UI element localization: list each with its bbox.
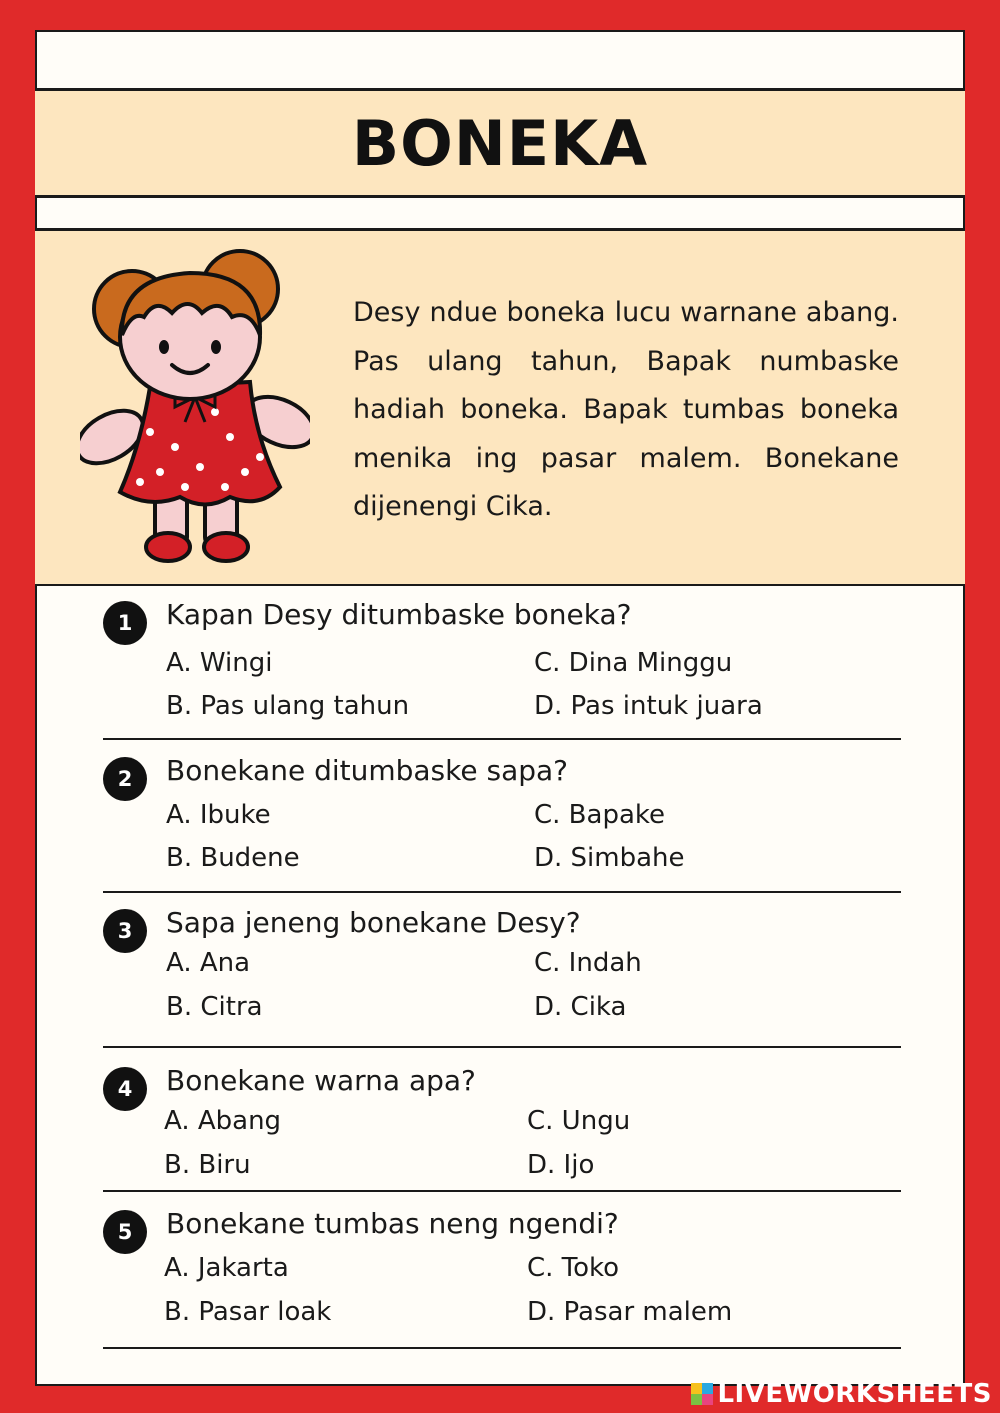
option-d[interactable]: D. Pas intuk juara	[534, 691, 763, 721]
option-a[interactable]: A. Jakarta	[164, 1253, 289, 1283]
question-number-badge: 2	[103, 757, 147, 801]
option-c[interactable]: C. Bapake	[534, 800, 666, 830]
liveworksheets-watermark	[691, 1379, 992, 1409]
story-section	[35, 228, 965, 586]
liveworksheets-logo-icon	[691, 1383, 713, 1405]
option-d[interactable]: D. Cika	[534, 992, 627, 1022]
question-text: Kapan Desy ditumbaske boneka?	[166, 598, 632, 631]
option-b[interactable]: B. Citra	[166, 992, 263, 1022]
divider	[103, 1046, 901, 1048]
question-number-badge: 3	[103, 909, 147, 953]
option-a[interactable]: A. Abang	[164, 1106, 282, 1136]
title-band	[35, 88, 965, 198]
divider	[103, 1190, 901, 1192]
question-text: Bonekane ditumbaske sapa?	[166, 754, 569, 787]
watermark-text: LIVEWORKSHEETS	[717, 1379, 992, 1409]
option-c[interactable]: C. Indah	[534, 948, 642, 978]
divider	[103, 738, 901, 740]
option-a[interactable]: A. Wingi	[166, 648, 273, 678]
option-d[interactable]: D. Pasar malem	[527, 1297, 733, 1327]
question-text: Bonekane warna apa?	[166, 1064, 476, 1097]
option-c[interactable]: C. Ungu	[527, 1106, 631, 1136]
question-text: Sapa jeneng bonekane Desy?	[166, 906, 581, 939]
option-c[interactable]: C. Toko	[527, 1253, 620, 1283]
option-d[interactable]: D. Ijo	[527, 1150, 595, 1180]
divider	[103, 1347, 901, 1349]
doll-illustration	[80, 247, 310, 567]
question-text: Bonekane tumbas neng ngendi?	[166, 1207, 619, 1240]
option-b[interactable]: B. Biru	[164, 1150, 251, 1180]
option-c[interactable]: C. Dina Minggu	[534, 648, 733, 678]
option-a[interactable]: A. Ibuke	[166, 800, 271, 830]
option-a[interactable]: A. Ana	[166, 948, 251, 978]
question-number-badge: 4	[103, 1067, 147, 1111]
divider	[103, 891, 901, 893]
question-number-badge: 5	[103, 1210, 147, 1254]
worksheet-page	[35, 30, 965, 1386]
option-b[interactable]: B. Budene	[166, 843, 300, 873]
question-number-badge: 1	[103, 601, 147, 645]
option-b[interactable]: B. Pas ulang tahun	[166, 691, 410, 721]
option-b[interactable]: B. Pasar loak	[164, 1297, 332, 1327]
option-d[interactable]: D. Simbahe	[534, 843, 685, 873]
story-paragraph: Desy ndue boneka lucu warnane abang. Pas ulang tahun, Bapak numbaske hadiah boneka. Bapak tumbas boneka menika ing pasar malem. Bonekane dijenengi Cika.	[353, 297, 899, 522]
page-title: BONEKA	[351, 106, 649, 180]
